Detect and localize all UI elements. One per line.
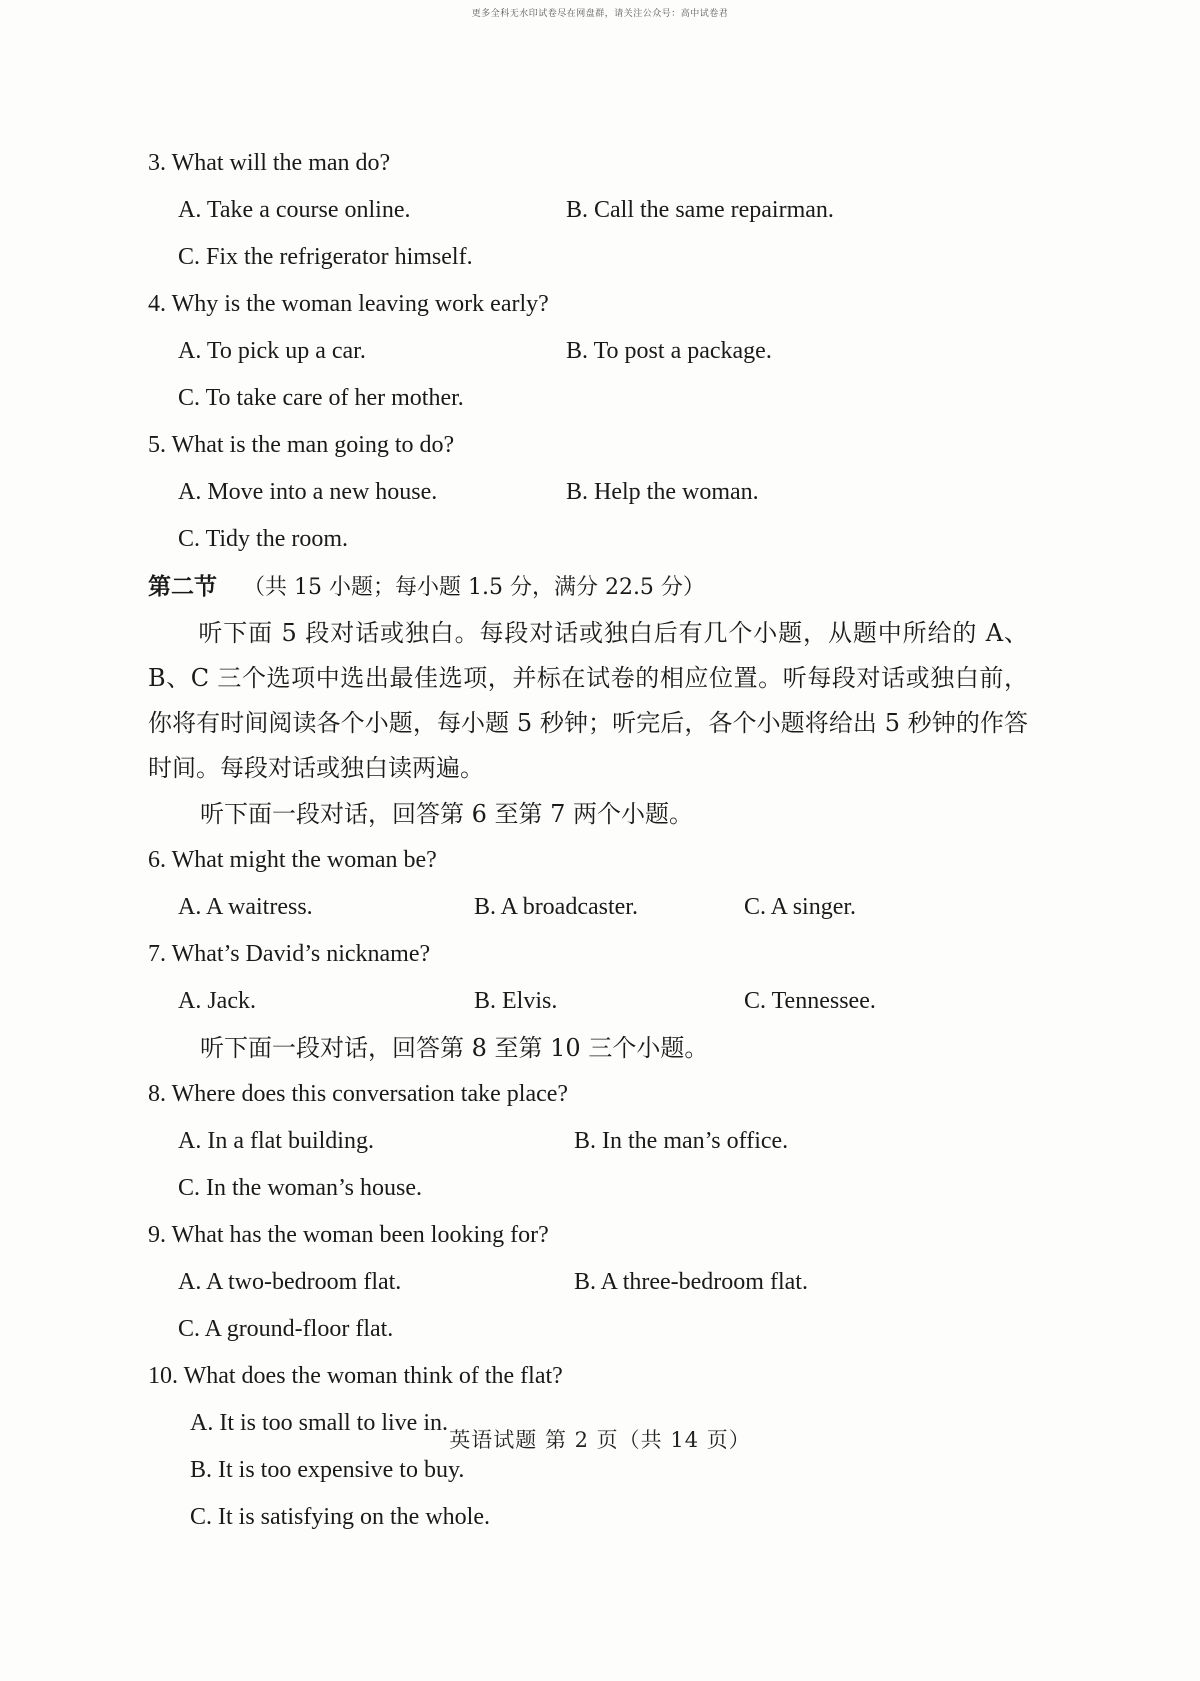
question-7-option-a: A. Jack. xyxy=(178,988,256,1014)
question-5: 5. What is the man going to do? xyxy=(148,432,455,458)
question-3: 3. What will the man do? xyxy=(148,150,391,176)
question-9-option-a: A. A two-bedroom flat. xyxy=(178,1269,402,1295)
question-9: 9. What has the woman been looking for? xyxy=(148,1222,549,1248)
question-7-option-c: C. Tennessee. xyxy=(744,988,876,1014)
section-subtitle: （共 15 小题；每小题 1.5 分，满分 22.5 分） xyxy=(243,575,705,600)
section-instructions: 听下面 5 段对话或独白。每段对话或独白后有几个小题，从题中所给的 A、B、C 三个选项中选出最佳选项，并标在试卷的相应位置。听每段对话或独白前，你将有时间阅读各个小题，每小题 5 秒钟；听完后，各个小题将给出 5 秒钟的作答时间。每段对话或独白读两遍。 xyxy=(148,619,1028,782)
question-8-option-a: A. In a flat building. xyxy=(178,1128,374,1154)
question-9-option-c: C. A ground-floor flat. xyxy=(178,1316,394,1342)
question-7: 7. What’s David’s nickname? xyxy=(148,941,431,967)
question-5-option-a: A. Move into a new house. xyxy=(178,479,438,505)
question-3-option-a: A. Take a course online. xyxy=(178,197,411,223)
question-3-option-b: B. Call the same repairman. xyxy=(566,197,834,223)
question-9-option-b: B. A three-bedroom flat. xyxy=(574,1269,808,1295)
question-8: 8. Where does this conversation take place? xyxy=(148,1081,569,1107)
question-6: 6. What might the woman be? xyxy=(148,847,437,873)
question-5-option-c: C. Tidy the room. xyxy=(178,526,349,552)
top-watermark-note: 更多全科无水印试卷尽在网盘群，请关注公众号：高中试卷君 xyxy=(471,9,729,19)
question-4-option-b: B. To post a package. xyxy=(566,338,772,364)
question-10-option-c: C. It is satisfying on the whole. xyxy=(190,1504,490,1530)
question-10-option-a: A. It is too small to live in. xyxy=(190,1410,448,1436)
question-10-option-b: B. It is too expensive to buy. xyxy=(190,1457,465,1483)
question-3-options-row2 xyxy=(148,234,1068,281)
question-4-option-c: C. To take care of her mother. xyxy=(178,385,464,411)
question-6-option-b: B. A broadcaster. xyxy=(474,894,638,920)
section-title: 第二节 xyxy=(148,574,217,600)
question-5-option-b: B. Help the woman. xyxy=(566,479,759,505)
question-10-option-row-b xyxy=(148,1447,1068,1494)
question-4-option-a: A. To pick up a car. xyxy=(178,338,366,364)
section-heading xyxy=(148,563,1068,611)
question-8-options-row2 xyxy=(148,1165,1068,1212)
question-7-option-b: B. Elvis. xyxy=(474,988,558,1014)
question-5-options-row1 xyxy=(148,469,1068,516)
question-4: 4. Why is the woman leaving work early? xyxy=(148,291,549,317)
question-10: 10. What does the woman think of the flat? xyxy=(148,1363,563,1389)
question-5-options-row2 xyxy=(148,516,1068,563)
question-6-options xyxy=(148,884,1068,931)
question-7-options xyxy=(148,978,1068,1025)
page-footer: 英语试题 第 2 页（共 14 页） xyxy=(449,1428,751,1452)
question-3-option-c: C. Fix the refrigerator himself. xyxy=(178,244,473,270)
question-6-option-c: C. A singer. xyxy=(744,894,857,920)
page-content xyxy=(148,140,1068,1541)
question-6-option-a: A. A waitress. xyxy=(178,894,313,920)
question-8-options-row1 xyxy=(148,1118,1068,1165)
question-4-options-row1 xyxy=(148,328,1068,375)
question-3-options-row1 xyxy=(148,187,1068,234)
question-8-option-b: B. In the man’s office. xyxy=(574,1128,789,1154)
question-8-option-c: C. In the woman’s house. xyxy=(178,1175,422,1201)
group-instruction-6-7: 听下面一段对话，回答第 6 至第 7 两个小题。 xyxy=(200,800,694,828)
question-10-option-row-c xyxy=(148,1494,1068,1541)
question-9-options-row1 xyxy=(148,1259,1068,1306)
group-instruction-8-10: 听下面一段对话，回答第 8 至第 10 三个小题。 xyxy=(200,1034,709,1062)
question-4-options-row2 xyxy=(148,375,1068,422)
question-9-options-row2 xyxy=(148,1306,1068,1353)
